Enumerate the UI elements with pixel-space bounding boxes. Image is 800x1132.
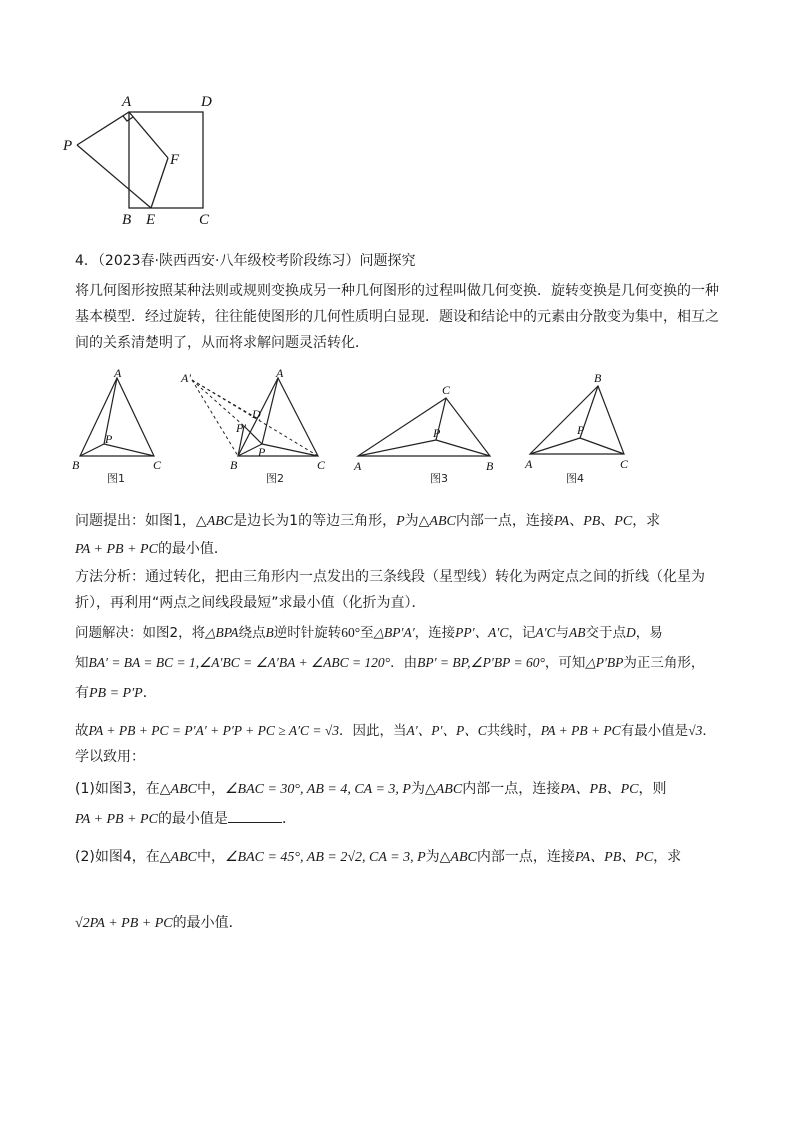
math: PP′、A′C	[455, 625, 509, 640]
fig1-label-b: B	[72, 458, 80, 472]
label-f: F	[170, 152, 180, 168]
math: 60°	[341, 625, 361, 640]
fig4-caption: 图4	[566, 472, 584, 485]
text: ．	[702, 723, 716, 739]
triangle-symbol: △	[159, 849, 171, 865]
fig3-caption: 图3	[430, 472, 448, 485]
segment-pb	[436, 440, 490, 456]
fig2-label-d: D	[252, 407, 261, 421]
segment-pe	[77, 145, 151, 208]
text: 逆时针旋转	[273, 625, 342, 641]
segment-af	[129, 112, 168, 158]
text: ．因此，当	[339, 723, 407, 739]
text: 有	[75, 685, 89, 701]
text: ，可知	[544, 655, 586, 671]
text: 知	[75, 655, 89, 671]
solve-line-1	[75, 622, 663, 644]
math: AB	[569, 625, 586, 640]
text: (1)如图3，在	[75, 781, 160, 797]
label-d: D	[201, 94, 212, 110]
text: 有最小值是	[620, 723, 689, 739]
pose-line-1	[75, 510, 660, 533]
figure-3-svg	[350, 380, 510, 488]
math: ABC	[450, 850, 477, 865]
math: ∠BAC = 30°, AB = 4, CA = 3, P	[224, 782, 411, 797]
math: √3	[688, 723, 703, 738]
text: 至	[360, 625, 374, 641]
solve-line-2	[75, 652, 704, 674]
fig4-label-b: B	[594, 371, 602, 385]
figure-3	[350, 380, 510, 488]
triangle-symbol: △	[159, 781, 171, 797]
segment-pp-prime	[244, 426, 262, 444]
fig3-label-c: C	[442, 383, 451, 397]
triangle-abc	[80, 378, 154, 456]
text: ，易	[635, 625, 663, 641]
label-e: E	[146, 212, 156, 228]
triangle-abc	[530, 386, 624, 454]
text: 问题解决：如图2，将	[75, 625, 206, 641]
figure-4	[520, 370, 640, 488]
text: ．由	[390, 655, 418, 671]
segment-pc	[262, 444, 318, 456]
intro-line-1: 将几何图形按照某种法则或规则变换成另一种几何图形的过程叫做几何变换．旋转变换是几何变换的一种	[75, 283, 719, 299]
figure-2	[178, 368, 338, 488]
triangle-abc	[238, 378, 318, 456]
text: 为	[425, 849, 440, 865]
text: 内部一点，连接	[462, 781, 561, 797]
square-abcd	[129, 112, 203, 208]
math: D	[626, 625, 636, 640]
segment-ap	[77, 112, 129, 145]
intro-line-3: 间的关系清楚明了，从而将求解问题灵活转化．	[75, 335, 369, 351]
text: 内部一点，连接	[455, 513, 554, 529]
q1-line-1	[75, 778, 667, 801]
figure-4-svg	[520, 370, 640, 488]
triangle-symbol: △	[424, 781, 436, 797]
fig3-label-a: A	[354, 459, 362, 473]
q2-line-1	[75, 846, 681, 869]
math: PA、PB、PC	[560, 782, 639, 797]
fig2-label-a: A	[276, 368, 284, 380]
text: ，记	[508, 625, 536, 641]
text: 内部一点，连接	[476, 849, 575, 865]
text: 故	[75, 723, 89, 739]
math: ABC	[170, 850, 197, 865]
figure-1-svg	[62, 368, 172, 488]
fig3-label-p: P	[433, 426, 441, 440]
math: A′、P′、P、C	[406, 723, 487, 738]
fig2-label-p-prime: P'	[236, 421, 246, 435]
square-diagram	[60, 90, 230, 230]
figure-2-svg	[178, 368, 338, 488]
pose-line-2	[75, 538, 228, 561]
math: PB = P′P	[89, 686, 143, 701]
fig1-caption: 图1	[107, 472, 125, 485]
question-number: 4．	[75, 253, 98, 269]
fig1-label-p: P	[105, 432, 113, 446]
label-b: B	[122, 212, 132, 228]
label-a: A	[122, 94, 132, 110]
math: △P′BP	[585, 655, 624, 670]
segment-a-prime-d	[192, 380, 260, 420]
math: B	[265, 625, 274, 640]
segment-a-prime-p-prime	[192, 380, 244, 426]
question-source: （2023春·陕西西安·八年级校考阶段练习）问题探究	[97, 253, 416, 269]
triangle-symbol: △	[418, 513, 430, 529]
math: PA + PB + PC	[75, 542, 158, 557]
math: A′C	[535, 625, 556, 640]
text: 、	[600, 513, 615, 529]
text: 的最小值．	[172, 915, 243, 931]
text: ．	[142, 685, 157, 701]
math: ABC	[435, 782, 463, 797]
apply-heading: 学以致用：	[75, 749, 145, 765]
segment-pa	[262, 378, 278, 444]
fig4-label-a: A	[525, 457, 533, 471]
math: ∠BAC = 45°, AB = 2√2, CA = 3, P	[224, 850, 426, 865]
text: ，求	[632, 513, 661, 529]
solve-line-4	[75, 720, 716, 742]
fig2-label-a-prime: A'	[181, 371, 191, 385]
text: 中，	[196, 849, 225, 865]
fig2-caption: 图2	[266, 472, 284, 485]
math: PA + PB + PC = P′A′ + P′P + PC ≥ A′C = √3	[88, 723, 340, 738]
question-header	[75, 250, 415, 272]
text: 绕点	[238, 625, 266, 641]
math: △BP′A′	[373, 625, 415, 640]
math: PB	[583, 514, 601, 529]
fig1-label-a: A	[114, 368, 122, 380]
math: ABC	[206, 514, 234, 529]
math: PA	[553, 514, 570, 529]
segment-pb	[80, 444, 104, 456]
right-angle-mark	[123, 116, 133, 121]
fig2-label-p: P	[258, 445, 266, 459]
label-c: C	[199, 212, 210, 228]
math: PC	[614, 514, 633, 529]
text: 、	[569, 513, 584, 529]
answer-blank[interactable]	[228, 808, 282, 823]
text: 是边长为1的等边三角形，	[233, 513, 397, 529]
figure-1	[62, 368, 172, 488]
fig3-label-b: B	[486, 459, 494, 473]
text: ．	[281, 811, 296, 827]
math: ABC	[170, 782, 197, 797]
text: 的最小值是	[157, 811, 228, 827]
text: 为	[410, 781, 425, 797]
method-line-1: 方法分析：通过转化，把由三角形内一点发出的三条线段（星型线）转化为两定点之间的折线（化星为	[75, 569, 705, 585]
method-line-2: 折），再利用“两点之间线段最短”求最小值（化折为直）．	[75, 595, 426, 611]
segment-pc	[580, 438, 624, 454]
math: △BPA	[205, 625, 239, 640]
text: ，则	[638, 781, 667, 797]
text: 问题提出：如图1，	[75, 513, 196, 529]
segment-fe	[151, 158, 168, 208]
triangle-symbol: △	[439, 849, 451, 865]
q2-line-2	[75, 912, 243, 935]
fig1-label-c: C	[153, 458, 162, 472]
text: 中，	[196, 781, 225, 797]
math: P	[396, 514, 405, 529]
math: BP′ = BP,∠P′BP = 60°	[417, 655, 545, 670]
triangle-symbol: △	[195, 513, 207, 529]
math: BA′ = BA = BC = 1,∠A′BC = ∠A′BA + ∠ABC = 120°	[88, 655, 391, 670]
fig4-label-c: C	[620, 457, 629, 471]
text: 交于点	[585, 625, 627, 641]
fig2-label-b: B	[230, 458, 238, 472]
solve-line-3	[75, 682, 157, 705]
fig2-label-c: C	[317, 458, 326, 472]
triangle-abc	[358, 398, 490, 456]
math: √2PA + PB + PC	[75, 916, 173, 931]
figure-square	[60, 90, 230, 230]
math: PA + PB + PC	[75, 812, 158, 827]
math: ABC	[429, 514, 456, 529]
fig4-label-p: P	[577, 423, 585, 437]
text: 为正三角形，	[623, 655, 705, 671]
text: 的最小值．	[157, 541, 228, 557]
text: 为	[404, 513, 419, 529]
text: ，连接	[414, 625, 456, 641]
math: PA、PB、PC	[574, 850, 654, 865]
text: 共线时，	[486, 723, 541, 739]
math: PA + PB + PC	[540, 723, 621, 738]
intro-line-2: 基本模型．经过旋转，往往能使图形的几何性质明白显现．题设和结论中的元素由分散变为集中，相互之	[75, 309, 719, 325]
text: (2)如图4，在	[75, 849, 160, 865]
label-p: P	[63, 138, 73, 154]
text: ，求	[653, 849, 682, 865]
segment-ba-prime	[192, 380, 238, 456]
text: 与	[555, 625, 570, 641]
q1-line-2	[75, 808, 296, 831]
